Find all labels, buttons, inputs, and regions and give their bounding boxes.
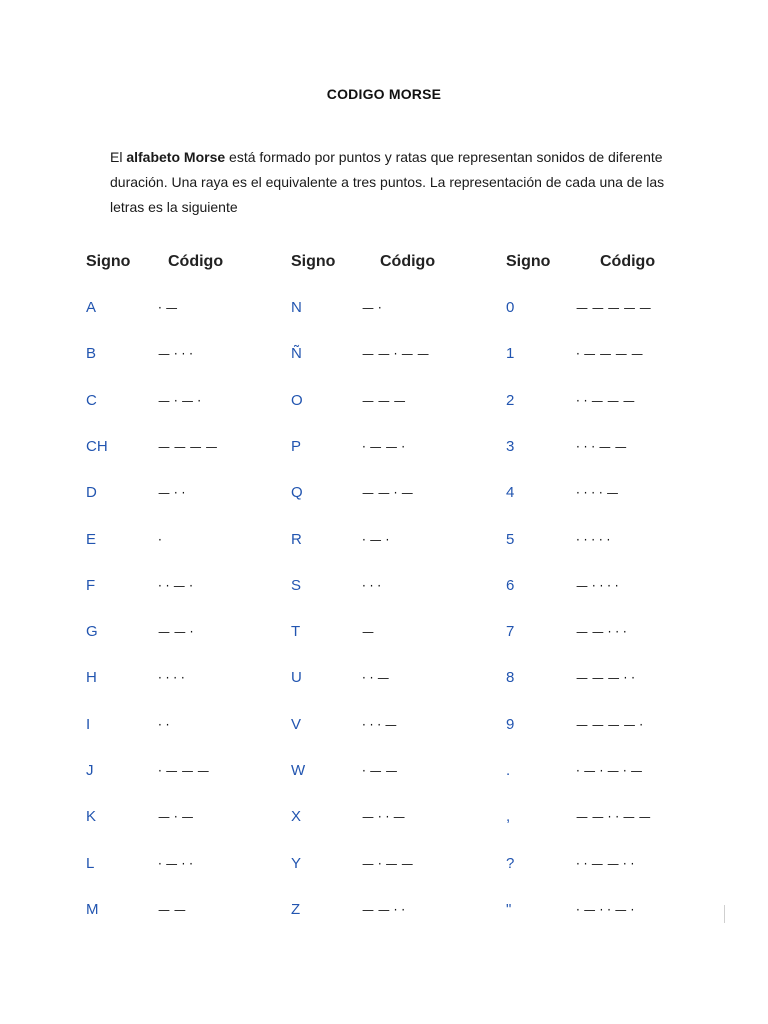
morse-sign: ?	[506, 854, 515, 872]
morse-sign: 3	[506, 437, 515, 455]
morse-sign: P	[291, 437, 302, 455]
morse-code: · · · —	[362, 717, 397, 732]
morse-code: — · · ·	[158, 347, 193, 362]
morse-code: — — — · ·	[576, 671, 635, 686]
morse-code: — — —	[362, 393, 406, 408]
morse-sign: J	[86, 762, 94, 779]
morse-sign: Y	[291, 854, 302, 872]
morse-sign: 5	[506, 530, 515, 548]
morse-code: — —	[158, 902, 186, 917]
morse-sign: Q	[291, 484, 303, 502]
morse-code: · · · — —	[576, 439, 627, 454]
morse-code: ·	[158, 532, 162, 547]
morse-code: · — —	[362, 764, 398, 778]
morse-code: — — — — ·	[576, 717, 644, 732]
morse-code: · · · · ·	[576, 532, 611, 547]
morse-sign: 7	[506, 623, 515, 641]
morse-code: · · — — · ·	[576, 856, 635, 871]
page-edge-mark	[724, 905, 725, 923]
morse-sign: R	[291, 530, 302, 548]
morse-sign: G	[86, 623, 98, 641]
morse-code: · · —	[362, 671, 390, 686]
morse-code: — — · ·	[362, 902, 406, 917]
morse-sign: M	[86, 900, 99, 918]
morse-code: · · — ·	[158, 578, 193, 593]
morse-code: — · —	[158, 810, 194, 825]
morse-sign: 4	[506, 484, 515, 502]
morse-sign: H	[86, 669, 97, 687]
document-title: CODIGO MORSE	[326, 86, 442, 102]
morse-code: · — — —	[158, 764, 210, 778]
morse-sign: A	[86, 299, 97, 316]
morse-sign: Z	[291, 900, 301, 918]
intro-paragraph	[110, 145, 670, 220]
morse-sign: K	[86, 808, 97, 826]
morse-sign: U	[291, 669, 302, 687]
morse-sign: F	[86, 576, 96, 594]
morse-code: —	[362, 625, 374, 640]
morse-code: · —	[158, 301, 178, 315]
morse-sign: N	[291, 299, 302, 316]
morse-sign: 0	[506, 299, 515, 316]
morse-code: · · — — —	[576, 393, 635, 408]
intro-bold-term: alfabeto Morse	[126, 149, 226, 165]
column-header-codigo: Código	[600, 253, 656, 270]
morse-sign: .	[506, 762, 511, 779]
morse-sign: O	[291, 391, 303, 409]
morse-code: — ·	[362, 301, 382, 315]
morse-code: — — — —	[158, 439, 218, 454]
morse-code: · — — ·	[362, 439, 406, 454]
morse-sign: 1	[506, 345, 515, 363]
morse-sign: 6	[506, 576, 515, 594]
morse-code: — — · — —	[362, 347, 430, 362]
morse-sign: V	[291, 715, 302, 733]
column-header-codigo: Código	[380, 253, 436, 270]
morse-sign: CH	[86, 437, 108, 455]
morse-code: — · · · ·	[576, 578, 619, 593]
morse-sign: 2	[506, 391, 515, 409]
morse-code: — · ·	[158, 486, 186, 501]
morse-code: · · · ·	[158, 671, 185, 686]
morse-sign: C	[86, 391, 97, 409]
morse-sign: L	[86, 854, 95, 872]
morse-sign: W	[291, 762, 306, 779]
morse-code: · · ·	[362, 578, 382, 593]
morse-code: — — — — —	[576, 301, 652, 315]
morse-sign: T	[291, 623, 301, 641]
column-header-signo: Signo	[506, 253, 551, 270]
column-header-signo: Signo	[86, 253, 131, 270]
morse-code: · — · — · —	[576, 764, 643, 778]
morse-sign: Ñ	[291, 345, 302, 363]
intro-text-start: El	[110, 149, 127, 165]
morse-code: — — · · ·	[576, 625, 627, 640]
column-header-codigo: Código	[168, 253, 224, 270]
intro-text-rest: está formado por puntos y ratas que representan sonidos de diferente duración. Una raya es el equivalente a tres puntos. La representación de cada una de las letras es la siguiente	[110, 149, 665, 215]
morse-sign: "	[506, 900, 512, 918]
morse-code: — — · · — —	[576, 810, 651, 825]
morse-sign: E	[86, 530, 97, 548]
morse-sign: 8	[506, 669, 515, 687]
morse-sign: I	[86, 715, 91, 733]
morse-sign: S	[291, 576, 302, 594]
morse-sign: ,	[506, 808, 511, 826]
morse-code: — · — ·	[158, 393, 202, 408]
morse-sign: D	[86, 484, 97, 502]
morse-code: · ·	[158, 717, 170, 732]
morse-code: — — · —	[362, 486, 414, 501]
morse-code: · — · ·	[158, 856, 193, 871]
morse-code: · — — — —	[576, 347, 644, 362]
morse-code: · — ·	[362, 532, 390, 547]
morse-code: · · · · —	[576, 486, 619, 501]
morse-sign: X	[291, 808, 302, 826]
morse-code: — · · —	[362, 810, 406, 825]
morse-sign: 9	[506, 715, 515, 733]
column-header-signo: Signo	[291, 253, 336, 270]
morse-code: — · — —	[362, 856, 414, 871]
morse-code: — — ·	[158, 625, 194, 640]
morse-code: · — · · — ·	[576, 902, 635, 917]
morse-sign: B	[86, 345, 97, 363]
